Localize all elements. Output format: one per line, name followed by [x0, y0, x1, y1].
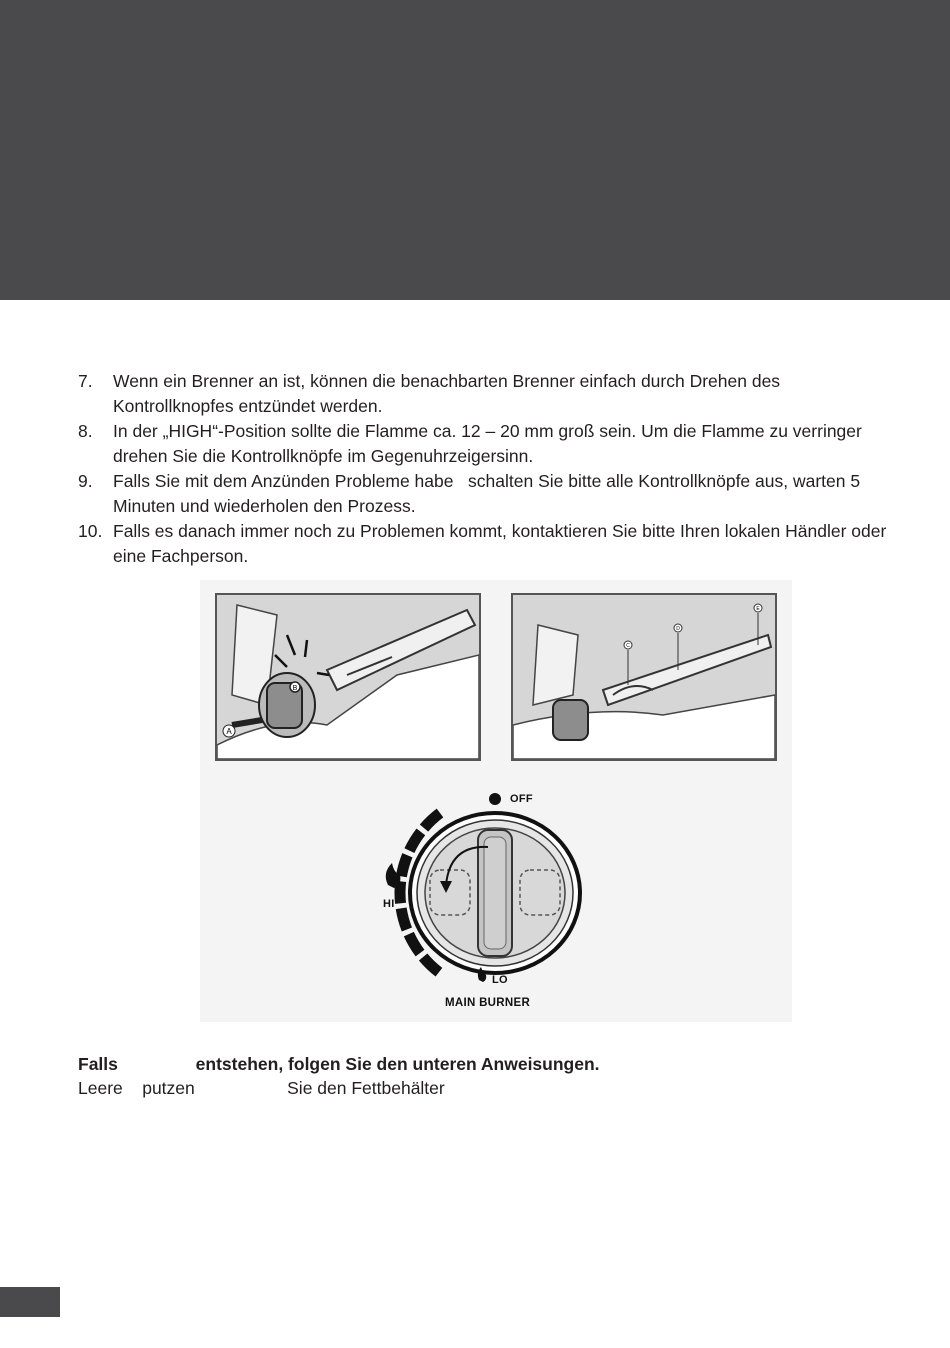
- marker-c-label: C: [626, 643, 630, 649]
- step-text: Falls Sie mit dem Anzünden Probleme habe schalten Sie bitte alle Kontrollknöpfe aus, warten 5 Minuten und wiederholen den Prozess.: [113, 471, 865, 516]
- step-text: In der „HIGH“-Position sollte die Flamme ca. 12 – 20 mm groß sein. Um die Flamme zu verringer drehen Sie die Kontrollknöpfe im Gegenuhrzeigersinn.: [113, 421, 877, 466]
- instruction-list: [78, 369, 898, 569]
- burner-detail-illustration: [511, 593, 777, 761]
- lo-label: LO: [492, 974, 508, 986]
- marker-e-label: E: [756, 606, 760, 612]
- list-item: [78, 519, 898, 568]
- step-number: 7.: [78, 371, 93, 391]
- control-knob-diagram: [370, 785, 670, 1020]
- dial-caption: MAIN BURNER: [445, 997, 531, 1009]
- step-number: 8.: [78, 421, 93, 441]
- step-text: Falls es danach immer noch zu Problemen kommt, kontaktieren Sie bitte Ihren lokalen Händler oder eine Fachperson.: [113, 521, 887, 566]
- list-item: [78, 419, 898, 468]
- header-band: [0, 0, 950, 300]
- illustration-area: [200, 580, 792, 1022]
- step-number: 9.: [78, 471, 93, 491]
- list-item: [78, 469, 898, 518]
- marker-d-label: D: [676, 626, 680, 632]
- page-number-tab: [0, 1287, 60, 1317]
- marker-b-label: B: [292, 685, 298, 692]
- hi-label: HI: [383, 898, 395, 910]
- step-number: 10.: [78, 521, 103, 541]
- off-label: OFF: [510, 793, 533, 805]
- knob-lighting-illustration: [215, 593, 481, 761]
- note-text: Leere putzen Sie den Fettbehälter: [78, 1078, 445, 1098]
- list-item: [78, 369, 898, 418]
- note-heading: Falls entstehen, folgen Sie den unteren Anweisungen.: [78, 1054, 600, 1074]
- marker-a-label: A: [226, 727, 232, 736]
- step-text: Wenn ein Brenner an ist, können die benachbarten Brenner einfach durch Drehen des Kontrollknopfes entzündet werden.: [113, 371, 781, 416]
